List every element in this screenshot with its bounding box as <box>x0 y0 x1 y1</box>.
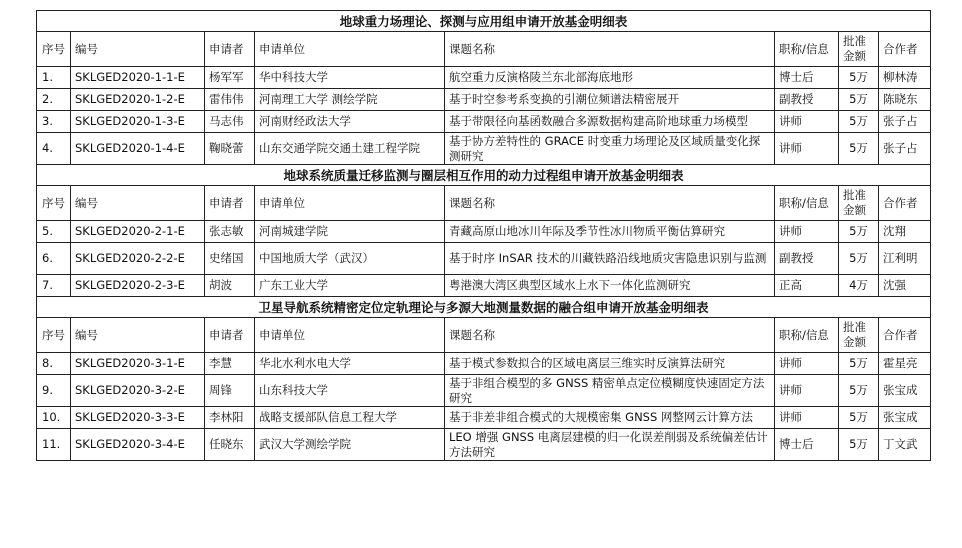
table-row <box>37 429 931 461</box>
header-topic: 课题名称 <box>445 318 775 353</box>
header-partner: 合作者 <box>879 186 931 221</box>
table-row <box>37 243 931 275</box>
cell-applicant: 李林阳 <box>205 407 255 429</box>
header-amount: 批准金额 <box>839 32 879 67</box>
cell-applicant: 周锋 <box>205 375 255 407</box>
cell-partner: 陈晓东 <box>879 89 931 111</box>
table-row <box>37 111 931 133</box>
cell-code: SKLGED2020-1-1-E <box>71 67 205 89</box>
cell-amount: 5万 <box>839 133 879 165</box>
group-title-row <box>37 297 931 318</box>
cell-amount: 5万 <box>839 353 879 375</box>
cell-applicant: 李慧 <box>205 353 255 375</box>
cell-unit: 河南理工大学 测绘学院 <box>255 89 445 111</box>
header-row <box>37 186 931 221</box>
cell-partner: 丁文武 <box>879 429 931 461</box>
fund-table <box>36 10 931 461</box>
table-row <box>37 89 931 111</box>
cell-seq: 9. <box>37 375 71 407</box>
cell-unit: 战略支援部队信息工程大学 <box>255 407 445 429</box>
cell-amount: 5万 <box>839 429 879 461</box>
table-row <box>37 275 931 297</box>
cell-amount: 5万 <box>839 221 879 243</box>
header-seq: 序号 <box>37 32 71 67</box>
cell-unit: 华中科技大学 <box>255 67 445 89</box>
cell-unit: 武汉大学测绘学院 <box>255 429 445 461</box>
cell-code: SKLGED2020-2-3-E <box>71 275 205 297</box>
cell-title: 讲师 <box>775 133 839 165</box>
cell-applicant: 胡波 <box>205 275 255 297</box>
cell-partner: 张宝成 <box>879 407 931 429</box>
header-title: 职称/信息 <box>775 318 839 353</box>
header-amount: 批准金额 <box>839 318 879 353</box>
cell-code: SKLGED2020-3-3-E <box>71 407 205 429</box>
cell-unit: 河南城建学院 <box>255 221 445 243</box>
cell-title: 副教授 <box>775 243 839 275</box>
cell-seq: 3. <box>37 111 71 133</box>
table-row <box>37 353 931 375</box>
cell-amount: 5万 <box>839 243 879 275</box>
table-body <box>37 11 931 461</box>
header-applicant: 申请者 <box>205 186 255 221</box>
cell-title: 讲师 <box>775 221 839 243</box>
cell-applicant: 任晓东 <box>205 429 255 461</box>
cell-code: SKLGED2020-3-4-E <box>71 429 205 461</box>
cell-seq: 11. <box>37 429 71 461</box>
cell-applicant: 张志敏 <box>205 221 255 243</box>
cell-code: SKLGED2020-3-2-E <box>71 375 205 407</box>
cell-partner: 沈强 <box>879 275 931 297</box>
header-topic: 课题名称 <box>445 32 775 67</box>
header-seq: 序号 <box>37 318 71 353</box>
cell-unit: 中国地质大学（武汉） <box>255 243 445 275</box>
header-unit: 申请单位 <box>255 318 445 353</box>
header-title: 职称/信息 <box>775 32 839 67</box>
cell-amount: 4万 <box>839 275 879 297</box>
cell-title: 讲师 <box>775 407 839 429</box>
table-row <box>37 133 931 165</box>
cell-applicant: 雷伟伟 <box>205 89 255 111</box>
cell-topic: 基于非差非组合模式的大规模密集 GNSS 网整网云计算方法 <box>445 407 775 429</box>
cell-amount: 5万 <box>839 67 879 89</box>
cell-title: 讲师 <box>775 111 839 133</box>
cell-applicant: 鞠晓蕾 <box>205 133 255 165</box>
cell-code: SKLGED2020-3-1-E <box>71 353 205 375</box>
cell-unit: 河南财经政法大学 <box>255 111 445 133</box>
cell-unit: 山东交通学院交通土建工程学院 <box>255 133 445 165</box>
cell-topic: 基于带限径向基函数融合多源数据构建高阶地球重力场模型 <box>445 111 775 133</box>
header-code: 编号 <box>71 186 205 221</box>
cell-unit: 华北水利水电大学 <box>255 353 445 375</box>
cell-topic: 基于非组合模型的多 GNSS 精密单点定位模糊度快速固定方法研究 <box>445 375 775 407</box>
cell-topic: 基于时序 InSAR 技术的川藏铁路沿线地质灾害隐患识别与监测 <box>445 243 775 275</box>
header-unit: 申请单位 <box>255 32 445 67</box>
header-partner: 合作者 <box>879 318 931 353</box>
header-applicant: 申请者 <box>205 318 255 353</box>
table-row <box>37 407 931 429</box>
group-title-row <box>37 11 931 32</box>
cell-partner: 张子占 <box>879 111 931 133</box>
cell-seq: 8. <box>37 353 71 375</box>
header-topic: 课题名称 <box>445 186 775 221</box>
cell-amount: 5万 <box>839 111 879 133</box>
cell-partner: 柳林涛 <box>879 67 931 89</box>
cell-title: 正高 <box>775 275 839 297</box>
cell-title: 博士后 <box>775 429 839 461</box>
cell-code: SKLGED2020-1-3-E <box>71 111 205 133</box>
cell-title: 讲师 <box>775 353 839 375</box>
group-title: 地球系统质量迁移监测与圈层相互作用的动力过程组申请开放基金明细表 <box>37 165 931 186</box>
header-partner: 合作者 <box>879 32 931 67</box>
cell-seq: 6. <box>37 243 71 275</box>
cell-topic: 基于模式参数拟合的区域电离层三维实时反演算法研究 <box>445 353 775 375</box>
cell-code: SKLGED2020-1-2-E <box>71 89 205 111</box>
cell-seq: 10. <box>37 407 71 429</box>
cell-partner: 张子占 <box>879 133 931 165</box>
header-row <box>37 318 931 353</box>
cell-applicant: 史绪国 <box>205 243 255 275</box>
cell-partner: 张宝成 <box>879 375 931 407</box>
cell-title: 副教授 <box>775 89 839 111</box>
cell-unit: 山东科技大学 <box>255 375 445 407</box>
cell-applicant: 杨军军 <box>205 67 255 89</box>
header-title: 职称/信息 <box>775 186 839 221</box>
cell-topic: 基于时空参考系变换的引潮位频谱法精密展开 <box>445 89 775 111</box>
table-row <box>37 67 931 89</box>
header-code: 编号 <box>71 318 205 353</box>
cell-code: SKLGED2020-2-2-E <box>71 243 205 275</box>
cell-topic: LEO 增强 GNSS 电离层建模的归一化误差削弱及系统偏差估计方法研究 <box>445 429 775 461</box>
cell-seq: 1. <box>37 67 71 89</box>
group-title: 地球重力场理论、探测与应用组申请开放基金明细表 <box>37 11 931 32</box>
header-row <box>37 32 931 67</box>
group-title: 卫星导航系统精密定位定轨理论与多源大地测量数据的融合组申请开放基金明细表 <box>37 297 931 318</box>
table-row <box>37 375 931 407</box>
header-amount: 批准金额 <box>839 186 879 221</box>
cell-partner: 霍星亮 <box>879 353 931 375</box>
header-seq: 序号 <box>37 186 71 221</box>
cell-title: 讲师 <box>775 375 839 407</box>
cell-topic: 基于协方差特性的 GRACE 时变重力场理论及区域质量变化探测研究 <box>445 133 775 165</box>
group-title-row <box>37 165 931 186</box>
table-row <box>37 221 931 243</box>
cell-seq: 5. <box>37 221 71 243</box>
cell-amount: 5万 <box>839 89 879 111</box>
cell-code: SKLGED2020-2-1-E <box>71 221 205 243</box>
cell-partner: 沈翔 <box>879 221 931 243</box>
cell-code: SKLGED2020-1-4-E <box>71 133 205 165</box>
cell-partner: 江利明 <box>879 243 931 275</box>
cell-topic: 粤港澳大湾区典型区域水上水下一体化监测研究 <box>445 275 775 297</box>
cell-seq: 4. <box>37 133 71 165</box>
header-unit: 申请单位 <box>255 186 445 221</box>
cell-unit: 广东工业大学 <box>255 275 445 297</box>
cell-applicant: 马志伟 <box>205 111 255 133</box>
cell-topic: 航空重力反演格陵兰东北部海底地形 <box>445 67 775 89</box>
cell-topic: 青藏高原山地冰川年际及季节性冰川物质平衡估算研究 <box>445 221 775 243</box>
cell-title: 博士后 <box>775 67 839 89</box>
cell-amount: 5万 <box>839 375 879 407</box>
cell-seq: 2. <box>37 89 71 111</box>
header-code: 编号 <box>71 32 205 67</box>
cell-seq: 7. <box>37 275 71 297</box>
header-applicant: 申请者 <box>205 32 255 67</box>
cell-amount: 5万 <box>839 407 879 429</box>
